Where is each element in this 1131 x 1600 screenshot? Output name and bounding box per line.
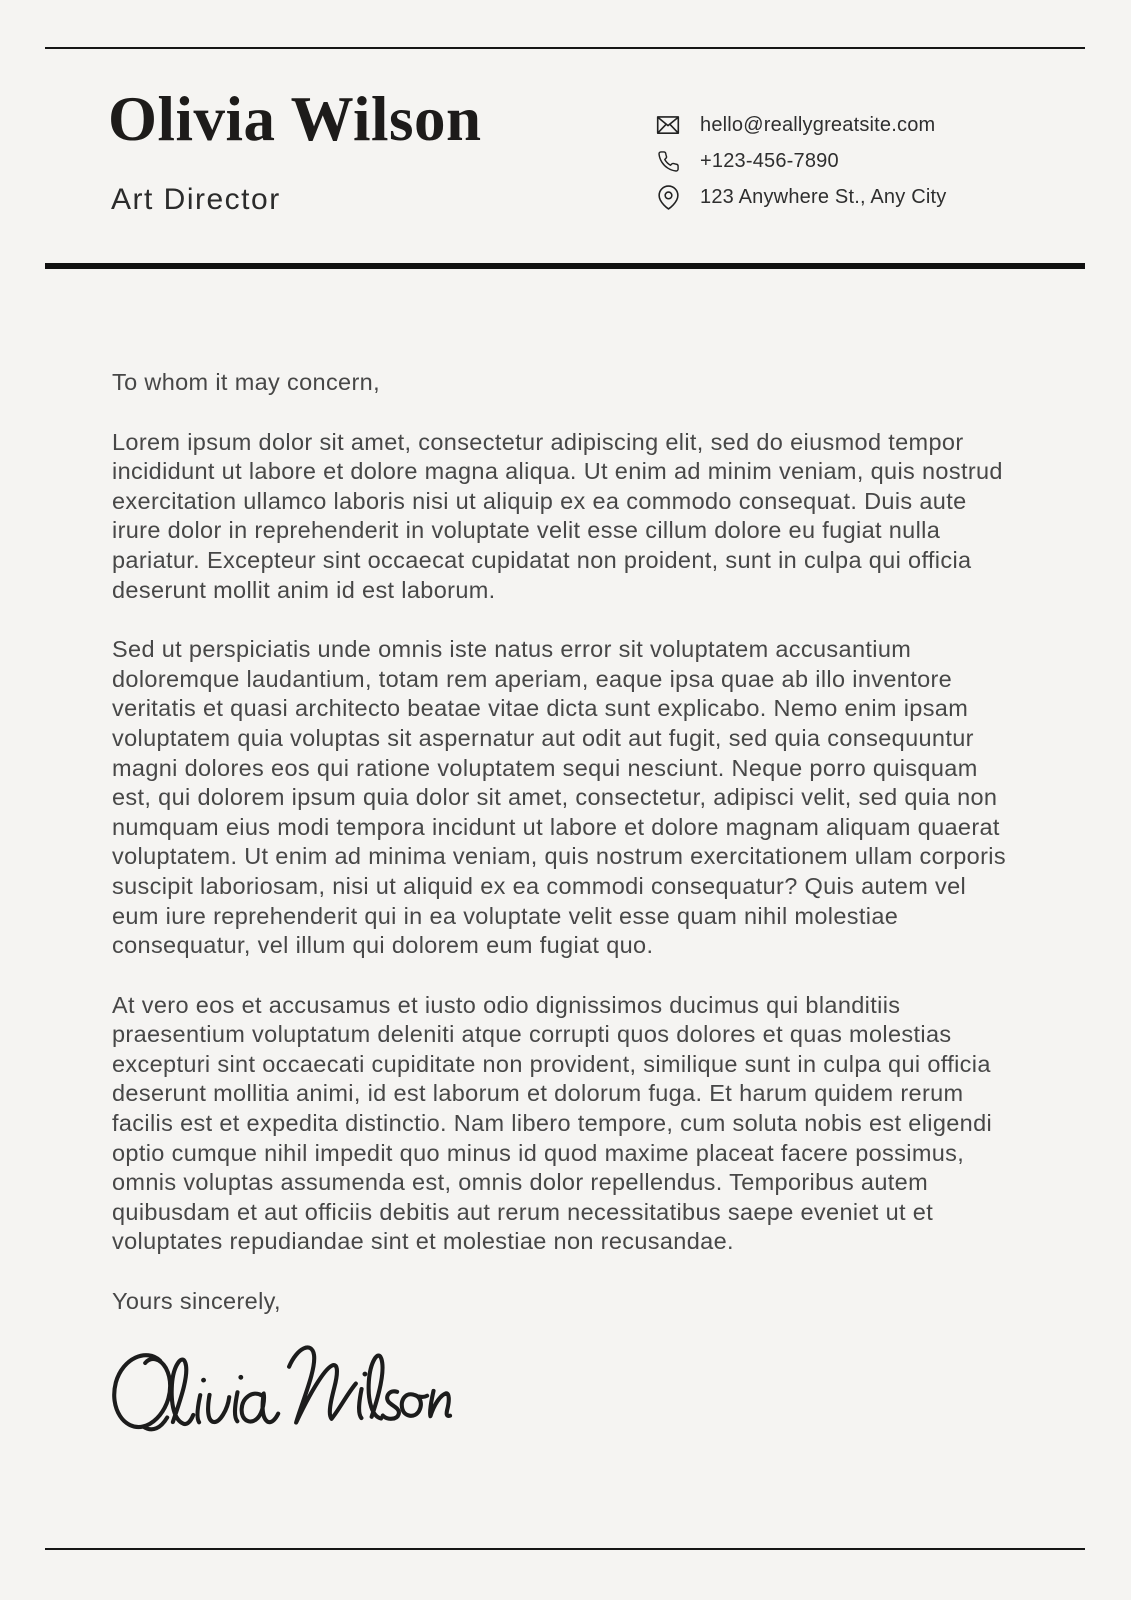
paragraph-3: At vero eos et accusamus et iusto odio dignissimos ducimus qui blanditiis praesentium voluptatum deleniti atque corrupti quos dolores et quas molestias excepturi sint occaecati cupiditate non provident, similique sunt in culpa qui officia deserunt mollitia animi, id est laborum et dolorum fuga. Et harum quidem rerum facilis est et expedita distinctio. Nam libero tempore, cum soluta nobis est eligendi optio cumque nihil impedit quo minus id quod maxime placeat facere possimus, omnis voluptas assumenda est, omnis dolor repellendus. Temporibus autem quibusdam et aut officiis debitis aut rerum necessitatibus saepe eveniet ut et voluptates repudiandae sint et molestiae non recusandae. <box>112 991 993 1255</box>
salutation: To whom it may concern, <box>112 369 380 395</box>
contact-row-phone <box>654 148 946 174</box>
contact-row-email <box>654 112 946 138</box>
top-divider-line <box>45 47 1085 49</box>
mail-icon <box>654 112 682 138</box>
contact-address: 123 Anywhere St., Any City <box>700 185 947 208</box>
contact-phone: +123-456-7890 <box>700 149 839 172</box>
header-divider-line <box>45 263 1085 269</box>
letter-body <box>112 368 1012 1317</box>
contact-email: hello@reallygreatsite.com <box>700 113 936 136</box>
phone-icon <box>654 148 682 174</box>
location-icon <box>654 184 682 210</box>
paragraph-1: Lorem ipsum dolor sit amet, consectetur adipiscing elit, sed do eiusmod tempor incididunt ut labore et dolore magna aliqua. Ut enim ad minim veniam, quis nostrud exercitation ullamco laboris nisi ut aliquip ex ea commodo consequat. Duis aute irure dolor in reprehenderit in voluptate velit esse cillum dolore eu fugiat nulla pariatur. Excepteur sint occaecat cupidatat non proident, sunt in culpa qui officia deserunt mollit anim id est laborum. <box>112 428 1003 603</box>
closing: Yours sincerely, <box>112 1288 281 1315</box>
bottom-divider-line <box>45 1548 1085 1550</box>
contact-block <box>654 112 946 210</box>
page-title: Olivia Wilson <box>108 84 482 154</box>
signature-image <box>103 1325 456 1462</box>
paragraph-2: Sed ut perspiciatis unde omnis iste natus error sit voluptatem accusantium doloremque laudantium, totam rem aperiam, eaque ipsa quae ab illo inventore veritatis et quasi architecto beatae vitae dicta sunt explicabo. Nemo enim ipsam voluptatem quia voluptas sit aspernatur aut odit aut fugit, sed quia consequuntur magni dolores eos qui ratione voluptatem sequi nesciunt. Neque porro quisquam est, qui dolorem ipsum quia dolor sit amet, consectetur, adipisci velit, sed quia non numquam eius modi tempora incidunt ut labore et dolore magnam aliquam quaerat voluptatem. Ut enim ad minima veniam, quis nostrum exercitationem ullam corporis suscipit laboriosam, nisi ut aliquid ex ea commodi consequatur? Quis autem vel eum iure reprehenderit qui in ea voluptate velit esse quam nihil molestiae consequatur, vel illum qui dolorem eum fugiat quo. <box>112 636 1006 959</box>
job-title: Art Director <box>111 183 281 216</box>
contact-row-address <box>654 184 946 210</box>
